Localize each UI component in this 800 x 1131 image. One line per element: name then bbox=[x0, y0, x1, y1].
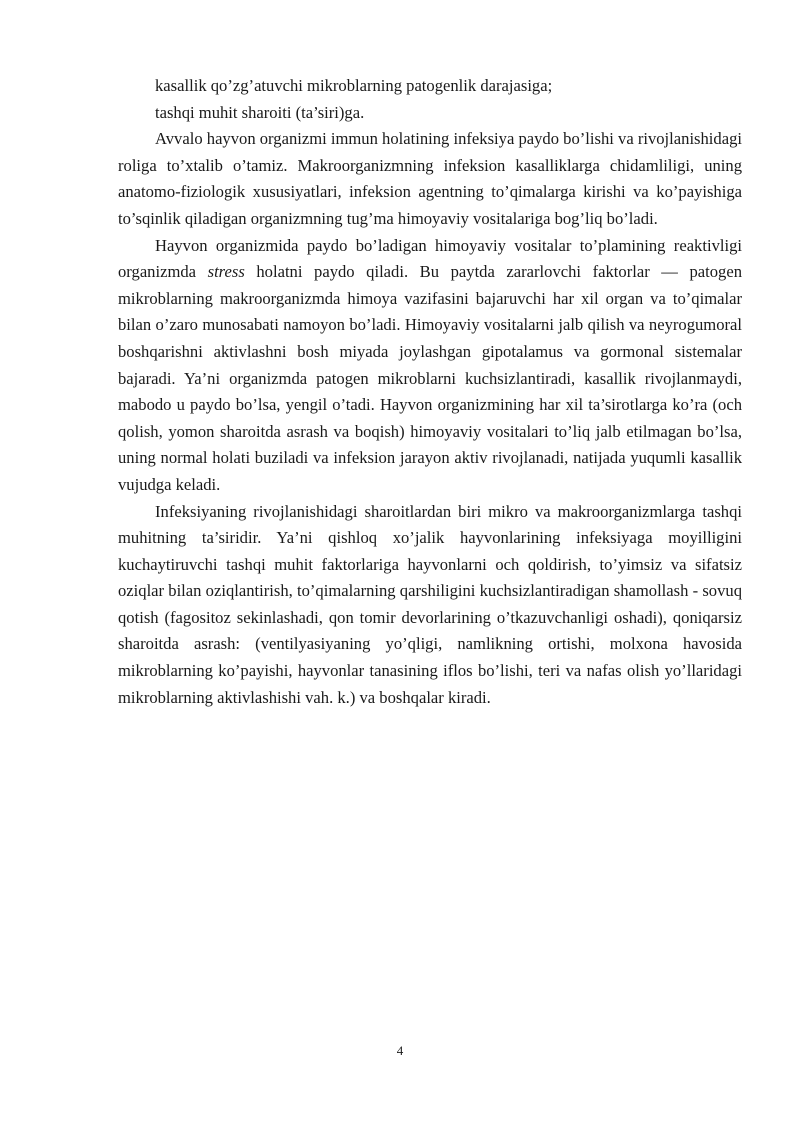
paragraph-2-text-a: Hayvon organizmida paydo bo’ladigan himoyaviy vositalar to’plamining reaktivligi organizmda bbox=[118, 235, 742, 282]
paragraph-immune-status: Avvalo hayvon organizmi immun holatining infeksiya paydo bo’lishi va rivojlanishidagi roliga to’xtalib o’tamiz. Makroorganizmning infeksion kasalliklarga chidamliligi, uning anatomo-fiziologik xususiyatlari, infeksion agentning to’qimalarga kirishi va ko’payishiga to’sqinlik qiladigan organizmning tug’ma himoyaviy vositalariga bog’liq bo’ladi. bbox=[118, 129, 742, 228]
paragraph-environment: Infeksiyaning rivojlanishidagi sharoitlardan biri mikro va makroorganizmlarga tashqi muhitning ta’siridir. Ya’ni qishloq xo’jalik hayvonlarining infeksiyaga moyilligini kuchaytiruvchi tashqi muhit faktorlariga hayvonlarni och qoldirish, to’yimsiz va sifatsiz oziqlar bilan oziqlantirish, to’qimalarning qarshiligini kuchsizlantiradigan shamollash - sovuq qotish (fagositoz sekinlashadi, qon tomir devorlarining o’tkazuvchanligi oshadi), qoniqarsiz sharoitda asrash: (ventilyasiyaning yo’qligi, namlikning ortishi, molxona havosida mikroblarning ko’payishi, hayvonlar tanasining iflos bo’lishi, teri va nafas olish yo’llaridagi mikroblarning aktivlashishi vah. k.) va boshqalar kiradi. bbox=[118, 501, 742, 707]
document-body bbox=[118, 73, 742, 711]
intro-line-2: tashqi muhit sharoiti (ta’siri)ga. bbox=[155, 102, 365, 122]
paragraph-2-text-b: holatni paydo qiladi. Bu paytda zararlovchi faktorlar — patogen mikroblarning makroorganizmda himoya vazifasini bajaruvchi har xil organ va to’qimalar bilan o’zaro munosabati namoyon bo’ladi. Himoyaviy vositalarni jalb qilish va neyrogumoral boshqarishni aktivlashni bosh miyada joylashgan gipotalamus va gormonal sistemalar bajaradi. Ya’ni organizmda patogen mikroblarni kuchsizlantiradi, kasallik rivojlanmaydi, mabodo u paydo bo’lsa, yengil o’tadi. Hayvon organizmining har xil ta’sirotlarga ko’ra (och qolish, yomon sharoitda asrash va boqish) himoyaviy vositalari to’liq jalb etilmagan bo’lsa, uning normal holati buziladi va infeksion jarayon aktiv rivojlanadi, natijada yuqumli kasallik vujudga keladi. bbox=[118, 262, 742, 494]
intro-line-1: kasallik qo’zg’atuvchi mikroblarning patogenlik darajasiga; bbox=[155, 76, 553, 95]
paragraph-protective-means bbox=[118, 233, 742, 499]
page-number: 4 bbox=[396, 1043, 404, 1058]
stress-term: stress bbox=[207, 262, 245, 282]
